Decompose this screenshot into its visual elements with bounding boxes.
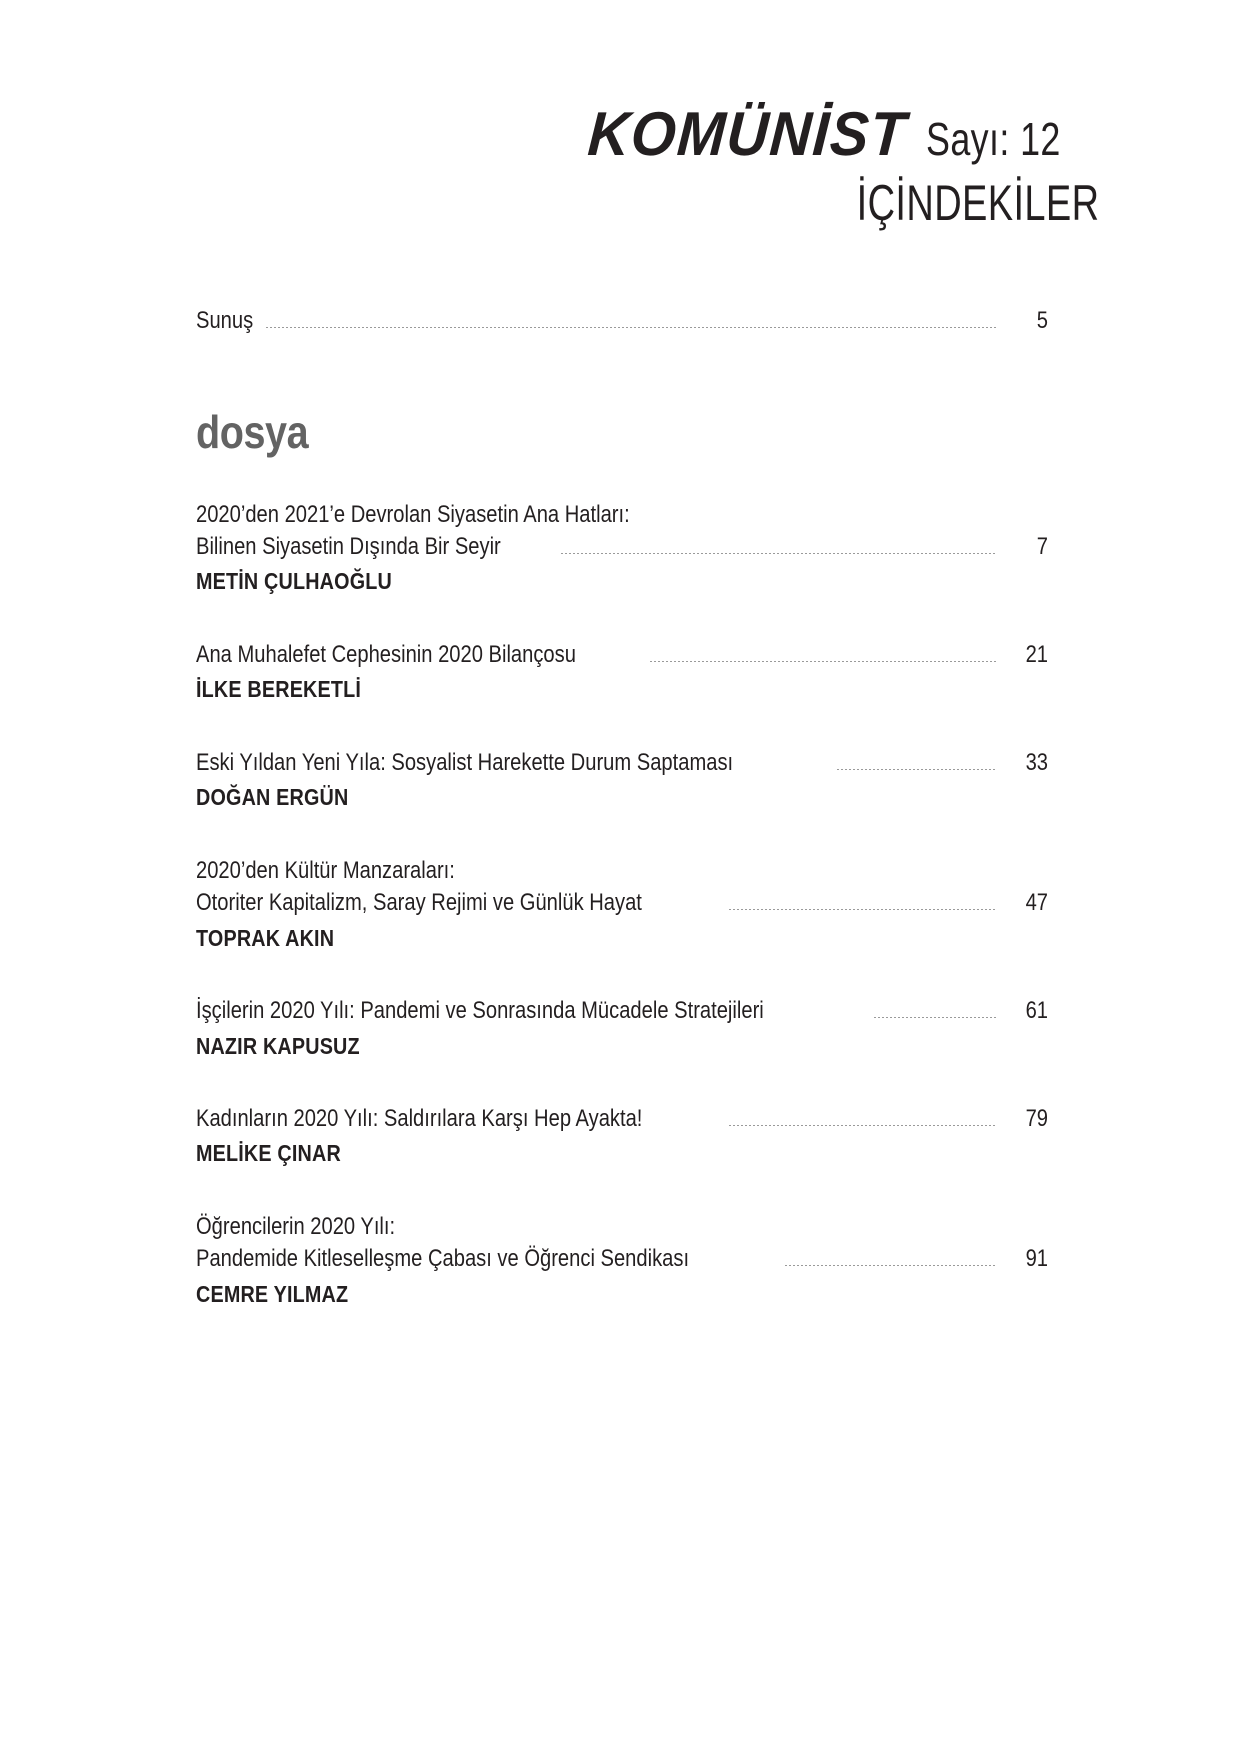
toc-article-page-number: 61 xyxy=(1025,997,1048,1025)
dot-leader xyxy=(266,327,996,328)
section-heading-wrap xyxy=(196,337,1048,499)
toc-article-author: TOPRAK AKIN xyxy=(196,924,335,951)
toc-article-title-row xyxy=(196,747,1048,779)
toc-article-title-row xyxy=(196,639,1048,671)
komunist-wordmark: KOMÜNİST xyxy=(585,100,909,169)
toc-article-title-line: Öğrencilerin 2020 Yılı: xyxy=(196,1213,396,1241)
masthead-secondary-line xyxy=(0,175,1099,231)
dot-leader xyxy=(650,661,996,662)
page-title: İÇİNDEKİLER xyxy=(856,175,1099,231)
toc-article-title-line: 2020’den 2021’e Devrolan Siyasetin Ana Hatları: xyxy=(196,501,630,529)
toc-article[interactable] xyxy=(196,855,1048,953)
dot-leader xyxy=(837,769,996,770)
toc-article-title-line: 2020’den Kültür Manzaraları: xyxy=(196,857,455,885)
toc-article-author: İLKE BEREKETLİ xyxy=(196,676,362,703)
toc-article-title-row xyxy=(196,1103,1048,1135)
toc-article[interactable] xyxy=(196,1211,1048,1309)
toc-article-author: MELİKE ÇINAR xyxy=(196,1140,341,1167)
toc-article[interactable] xyxy=(196,499,1048,597)
toc-article-author: CEMRE YILMAZ xyxy=(196,1280,349,1307)
toc-article-title-line: Pandemide Kitleselleşme Çabası ve Öğrenci Sendikası xyxy=(196,1245,690,1273)
masthead-primary-line xyxy=(0,100,1099,169)
toc-entry-sunus[interactable] xyxy=(196,305,1048,337)
toc-article-title-line: Kadınların 2020 Yılı: Saldırılara Karşı Hep Ayakta! xyxy=(196,1105,643,1133)
toc-article-title-row xyxy=(196,531,1048,563)
toc-entry-page-number: 5 xyxy=(1036,307,1048,334)
front-matter-list xyxy=(196,305,1048,337)
masthead xyxy=(0,100,1099,231)
toc-article-title-line: Bilinen Siyasetin Dışında Bir Seyir xyxy=(196,533,501,561)
toc-article-page-number: 47 xyxy=(1025,889,1048,917)
toc-article-title-line: Eski Yıldan Yeni Yıla: Sosyalist Harekette Durum Saptaması xyxy=(196,749,734,777)
section-heading-dosya: dosya xyxy=(196,406,309,459)
toc-article[interactable] xyxy=(196,1103,1048,1169)
toc-content xyxy=(196,305,1048,1309)
toc-article-title-row xyxy=(196,995,1048,1027)
toc-article-title-row xyxy=(196,1243,1048,1275)
toc-article-page-number: 33 xyxy=(1025,749,1048,777)
toc-article-page-number: 21 xyxy=(1025,641,1048,669)
dot-leader xyxy=(729,1125,996,1126)
toc-article-title-row xyxy=(196,887,1048,919)
toc-article-author: DOĞAN ERGÜN xyxy=(196,784,349,811)
issue-number-label: Sayı: 12 xyxy=(926,113,1061,165)
toc-article-page-number: 91 xyxy=(1025,1245,1048,1273)
toc-entry-title: Sunuş xyxy=(196,307,254,334)
toc-article-title-line: Ana Muhalefet Cephesinin 2020 Bilançosu xyxy=(196,641,576,669)
dot-leader xyxy=(561,553,996,554)
toc-article-title-line: Otoriter Kapitalizm, Saray Rejimi ve Günlük Hayat xyxy=(196,889,642,917)
toc-article-author: NAZIR KAPUSUZ xyxy=(196,1032,360,1059)
toc-article[interactable] xyxy=(196,995,1048,1061)
toc-article[interactable] xyxy=(196,639,1048,705)
toc-article-author: METİN ÇULHAOĞLU xyxy=(196,568,392,595)
dot-leader xyxy=(874,1017,996,1018)
dot-leader xyxy=(729,909,996,910)
toc-article-page-number: 79 xyxy=(1025,1105,1048,1133)
toc-article-title-line: İşçilerin 2020 Yılı: Pandemi ve Sonrasında Mücadele Stratejileri xyxy=(196,997,764,1025)
toc-article-page-number: 7 xyxy=(1036,533,1048,561)
toc-article[interactable] xyxy=(196,747,1048,813)
dot-leader xyxy=(785,1265,996,1266)
